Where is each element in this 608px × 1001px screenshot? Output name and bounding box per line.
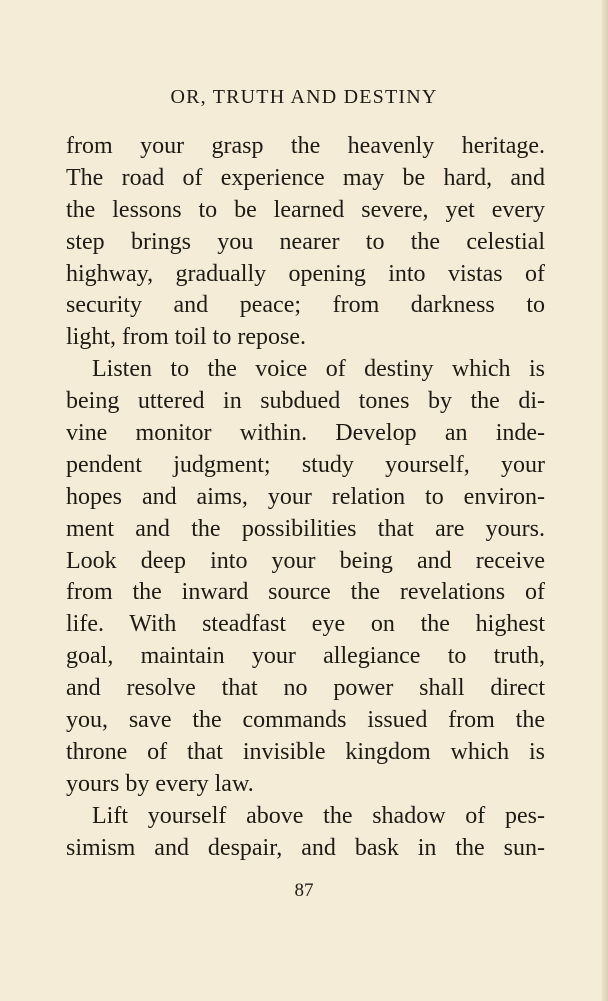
text-line: throne of that invisible kingdom which is: [66, 738, 545, 765]
text-line: being uttered in subdued tones by the di-: [66, 388, 545, 415]
text-line: vine monitor within. Develop an inde-: [66, 420, 545, 447]
text-line: and resolve that no power shall direct: [66, 675, 545, 702]
text-line: step brings you nearer to the celestial: [66, 228, 545, 255]
text-line: ment and the possibilities that are yours.: [66, 515, 545, 542]
text-line: Look deep into your being and receive: [66, 547, 545, 574]
text-line: hopes and aims, your relation to environ-: [66, 483, 545, 510]
text-line: from your grasp the heavenly heritage.: [66, 133, 545, 159]
text-line: simism and despair, and bask in the sun-: [66, 834, 545, 861]
text-line: from the inward source the revelations of: [66, 579, 545, 606]
running-head: OR, TRUTH AND DESTINY: [170, 86, 438, 108]
text-line: highway, gradually opening into vistas of: [66, 260, 545, 287]
text-line: Lift yourself above the shadow of pes-: [92, 802, 545, 829]
text-line: pendent judgment; study yourself, your: [66, 451, 545, 478]
text-line: yours by every law.: [66, 770, 254, 797]
text-line: life. With steadfast eye on the highest: [66, 611, 545, 638]
text-line: The road of experience may be hard, and: [66, 164, 545, 191]
text-line: goal, maintain your allegiance to truth,: [66, 643, 545, 670]
page-number: 87: [294, 880, 314, 901]
text-line: the lessons to be learned severe, yet every: [66, 196, 545, 223]
text-line: light, from toil to repose.: [66, 324, 306, 351]
text-line: Listen to the voice of destiny which is: [92, 356, 545, 383]
text-line: you, save the commands issued from the: [66, 707, 545, 734]
page-edge: [602, 0, 608, 1001]
body-text: [66, 131, 545, 864]
text-line: security and peace; from darkness to: [66, 292, 545, 319]
